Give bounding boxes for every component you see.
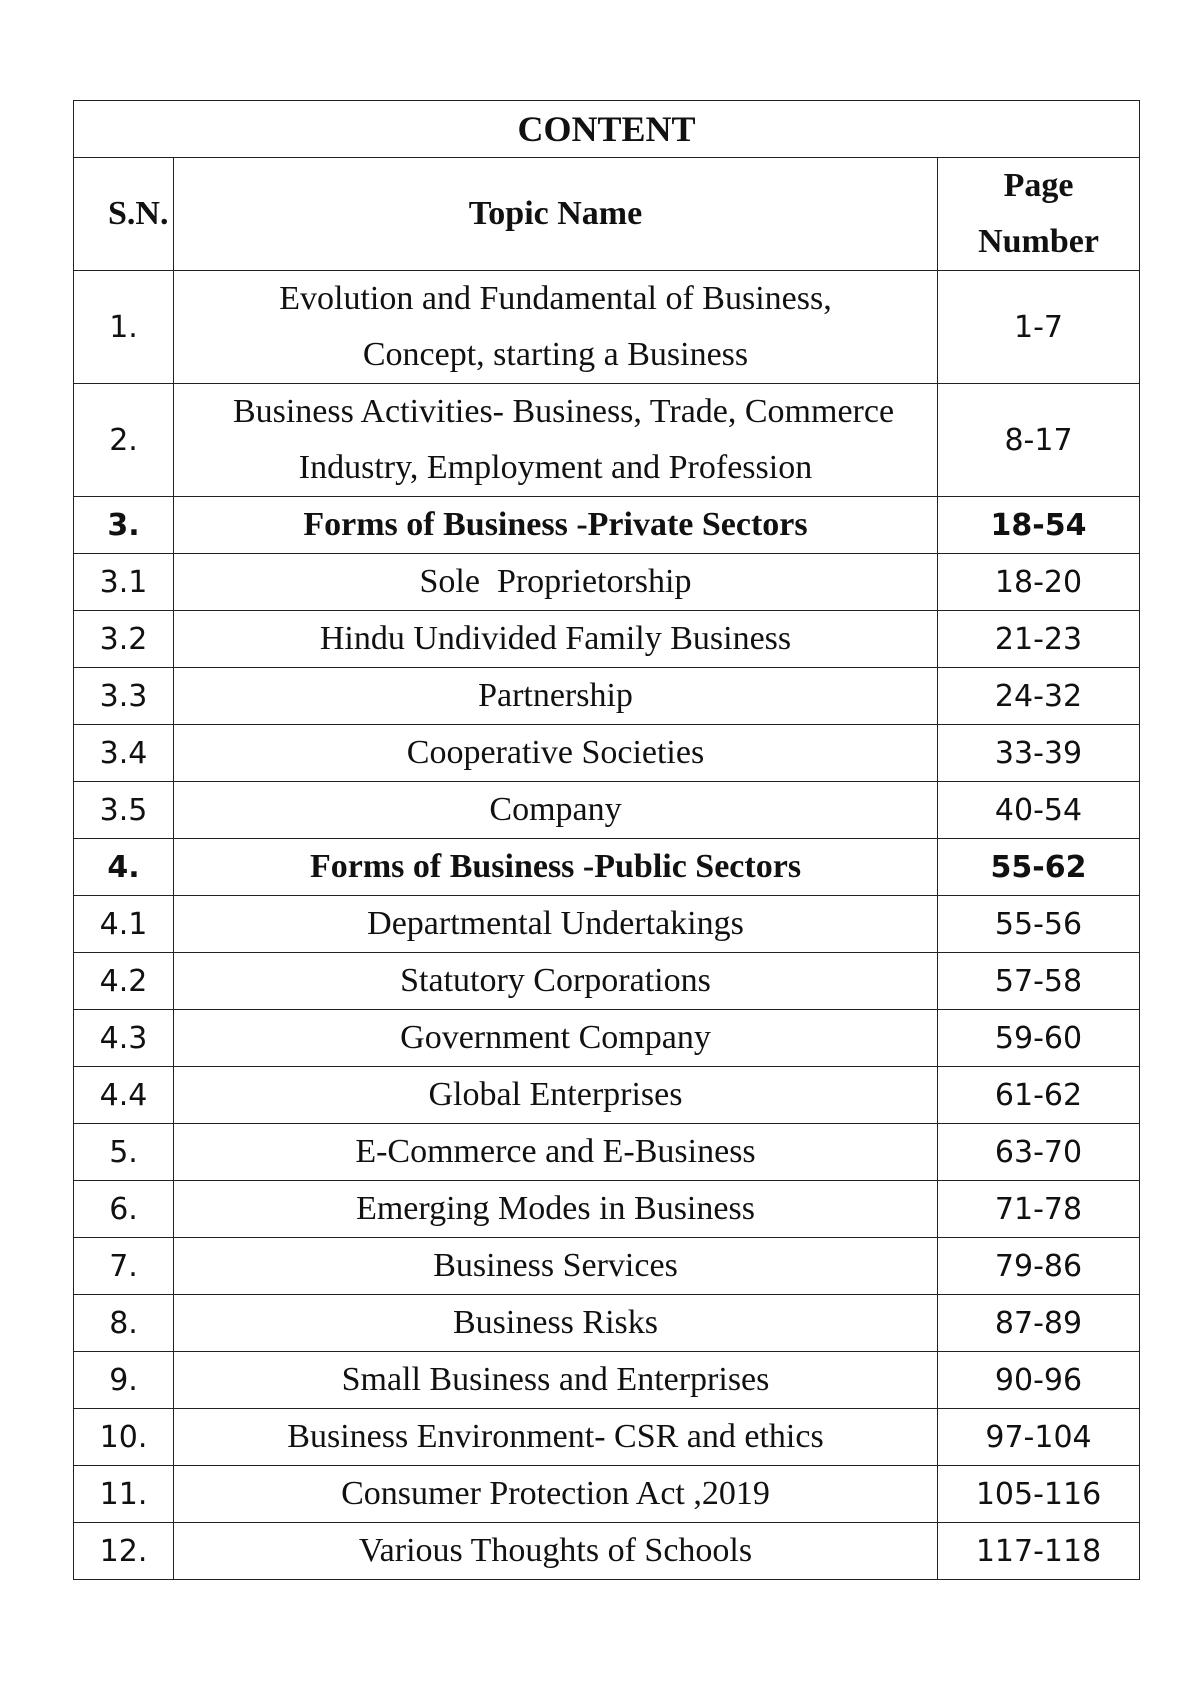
table-row — [74, 1238, 1140, 1295]
row-sn: 11. — [74, 1466, 174, 1523]
row-sn: 6. — [74, 1181, 174, 1238]
row-pages: 59-60 — [938, 1010, 1140, 1067]
table-row-section — [74, 839, 1140, 896]
row-sn: 4.2 — [74, 953, 174, 1010]
row-pages: 18-20 — [938, 554, 1140, 611]
row-topic: Various Thoughts of Schools — [174, 1523, 938, 1580]
row-pages: 21-23 — [938, 611, 1140, 668]
row-topic: Small Business and Enterprises — [174, 1352, 938, 1409]
page-header-line2: Number — [978, 223, 1099, 260]
sn-column-header: S.N. — [74, 158, 174, 271]
row-topic: Business Risks — [174, 1295, 938, 1352]
row-topic: Forms of Business -Public Sectors — [174, 839, 938, 896]
row-topic: Consumer Protection Act ,2019 — [174, 1466, 938, 1523]
table-row — [74, 1295, 1140, 1352]
row-pages: 55-62 — [938, 839, 1140, 896]
row-sn: 5. — [74, 1124, 174, 1181]
row-topic-line2: Industry, Employment and Profession — [298, 449, 813, 486]
row-topic-line1: Evolution and Fundamental of Business, — [279, 280, 832, 317]
table-row — [74, 1466, 1140, 1523]
table-row — [74, 1124, 1140, 1181]
row-sn: 4.1 — [74, 896, 174, 953]
row-topic: Global Enterprises — [174, 1067, 938, 1124]
table-row — [74, 725, 1140, 782]
page-header-line1: Page — [1003, 167, 1074, 204]
row-sn: 9. — [74, 1352, 174, 1409]
table-row — [74, 1067, 1140, 1124]
row-sn: 1. — [74, 271, 174, 384]
row-pages: 40-54 — [938, 782, 1140, 839]
row-pages: 24-32 — [938, 668, 1140, 725]
row-pages: 90-96 — [938, 1352, 1140, 1409]
row-sn: 3. — [74, 497, 174, 554]
row-topic: E-Commerce and E-Business — [174, 1124, 938, 1181]
row-pages: 33-39 — [938, 725, 1140, 782]
row-pages: 57-58 — [938, 953, 1140, 1010]
row-topic: Sole Proprietorship — [174, 554, 938, 611]
row-sn: 2. — [74, 384, 174, 497]
table-row — [74, 554, 1140, 611]
title-row — [74, 101, 1140, 158]
row-topic: Departmental Undertakings — [174, 896, 938, 953]
table-row — [74, 611, 1140, 668]
table-row — [74, 668, 1140, 725]
row-sn: 3.4 — [74, 725, 174, 782]
row-sn: 3.5 — [74, 782, 174, 839]
header-row — [74, 158, 1140, 271]
table-row-section — [74, 497, 1140, 554]
table-row — [74, 271, 1140, 384]
row-pages: 18-54 — [938, 497, 1140, 554]
row-sn: 3.1 — [74, 554, 174, 611]
row-topic: Emerging Modes in Business — [174, 1181, 938, 1238]
row-sn: 4. — [74, 839, 174, 896]
row-topic: Hindu Undivided Family Business — [174, 611, 938, 668]
row-pages: 8-17 — [938, 384, 1140, 497]
table-row — [74, 896, 1140, 953]
row-topic: Business Environment- CSR and ethics — [174, 1409, 938, 1466]
row-sn: 3.3 — [74, 668, 174, 725]
row-sn: 4.4 — [74, 1067, 174, 1124]
table-row — [74, 782, 1140, 839]
table-row — [74, 384, 1140, 497]
row-pages: 79-86 — [938, 1238, 1140, 1295]
row-pages: 1-7 — [938, 271, 1140, 384]
row-sn: 7. — [74, 1238, 174, 1295]
row-topic: Partnership — [174, 668, 938, 725]
table-row — [74, 1409, 1140, 1466]
table-row — [74, 1181, 1140, 1238]
contents-table — [73, 100, 1140, 1580]
row-pages: 55-56 — [938, 896, 1140, 953]
row-pages: 117-118 — [938, 1523, 1140, 1580]
row-topic: Government Company — [174, 1010, 938, 1067]
row-pages: 105-116 — [938, 1466, 1140, 1523]
row-sn: 12. — [74, 1523, 174, 1580]
table-row — [74, 1010, 1140, 1067]
row-topic: Company — [174, 782, 938, 839]
row-topic — [174, 271, 938, 384]
row-pages: 97-104 — [938, 1409, 1140, 1466]
row-topic: Statutory Corporations — [174, 953, 938, 1010]
table-row — [74, 1352, 1140, 1409]
row-topic-line2: Concept, starting a Business — [362, 336, 749, 373]
row-sn: 8. — [74, 1295, 174, 1352]
row-sn: 4.3 — [74, 1010, 174, 1067]
row-pages: 63-70 — [938, 1124, 1140, 1181]
table-row — [74, 953, 1140, 1010]
table-row — [74, 1523, 1140, 1580]
row-topic: Business Services — [174, 1238, 938, 1295]
row-sn: 3.2 — [74, 611, 174, 668]
row-topic: Forms of Business -Private Sectors — [174, 497, 938, 554]
page-column-header — [938, 158, 1140, 271]
row-topic-line1: Business Activities- Business, Trade, Commerce — [232, 393, 895, 430]
topic-column-header: Topic Name — [174, 158, 938, 271]
row-topic: Cooperative Societies — [174, 725, 938, 782]
row-topic — [174, 384, 938, 497]
contents-title: CONTENT — [74, 101, 1140, 158]
row-pages: 71-78 — [938, 1181, 1140, 1238]
row-sn: 10. — [74, 1409, 174, 1466]
row-pages: 61-62 — [938, 1067, 1140, 1124]
row-pages: 87-89 — [938, 1295, 1140, 1352]
